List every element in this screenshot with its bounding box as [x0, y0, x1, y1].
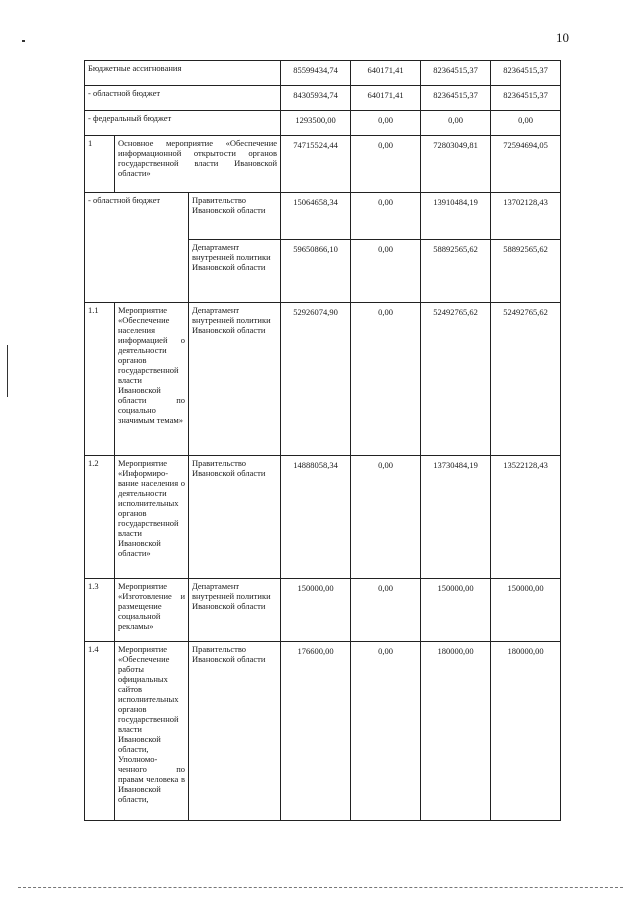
- page-number: 10: [556, 30, 569, 45]
- main-event-title: Основное мероприятие «Обеспечение информационной открытости органов государственной власти Ивановской области»: [115, 136, 281, 193]
- regional-sub-a-v1: 15064658,34: [281, 193, 351, 240]
- table-row-regional: [85, 86, 561, 111]
- scan-artifact-line: [7, 345, 8, 397]
- regional-v3: 82364515,37: [421, 86, 491, 111]
- event-1-2-v2: 0,00: [351, 456, 421, 579]
- event-1-1-executor: Департамент внутренней политики Ивановской области: [189, 303, 281, 456]
- regional-sub-b-v1: 59650866,10: [281, 240, 351, 303]
- regional-sub-b-v3: 58892565,62: [421, 240, 491, 303]
- event-1-1-v4: 52492765,62: [491, 303, 561, 456]
- event-1-3-v4: 150000,00: [491, 579, 561, 642]
- total-v1: 85599434,74: [281, 61, 351, 86]
- event-1-1-v3: 52492765,62: [421, 303, 491, 456]
- regional-sub-a-v3: 13910484,19: [421, 193, 491, 240]
- event-1-3-number: 1.3: [85, 579, 115, 642]
- event-1-2-title: Мероприятие «Информиро-вание населения о деятельности исполнительных органов государственной власти Ивановской области»: [115, 456, 189, 579]
- regional-v1: 84305934,74: [281, 86, 351, 111]
- event-1-3-v1: 150000,00: [281, 579, 351, 642]
- event-1-4-v1: 176600,00: [281, 642, 351, 821]
- event-1-1-v2: 0,00: [351, 303, 421, 456]
- table-row-event-1-2: [85, 456, 561, 579]
- event-1-2-v4: 13522128,43: [491, 456, 561, 579]
- event-1-3-v3: 150000,00: [421, 579, 491, 642]
- table-row-event-1-3: [85, 579, 561, 642]
- regional-sub-b-v2: 0,00: [351, 240, 421, 303]
- main-event-v3: 72803049,81: [421, 136, 491, 193]
- federal-v3: 0,00: [421, 111, 491, 136]
- budget-table: [84, 60, 561, 821]
- regional-sub-a-v4: 13702128,43: [491, 193, 561, 240]
- regional-sub-a-executor: Правительство Ивановской области: [189, 193, 281, 240]
- regional-sub-label: - областной бюджет: [85, 193, 189, 303]
- event-1-1-number: 1.1: [85, 303, 115, 456]
- event-1-4-number: 1.4: [85, 642, 115, 821]
- main-event-number: 1: [85, 136, 115, 193]
- event-1-4-title: Мероприятие «Обеспечение работы официальных сайтов исполнительных органов государственной власти Ивановской области, Уполномо-ченного по правам человека в Ивановской области,: [115, 642, 189, 821]
- total-label: Бюджетные ассигнования: [85, 61, 281, 86]
- total-v4: 82364515,37: [491, 61, 561, 86]
- event-1-4-v4: 180000,00: [491, 642, 561, 821]
- federal-label: - федеральный бюджет: [85, 111, 281, 136]
- table-row-event-1-1: [85, 303, 561, 456]
- table-row-main-event: [85, 136, 561, 193]
- main-event-v1: 74715524,44: [281, 136, 351, 193]
- federal-v2: 0,00: [351, 111, 421, 136]
- federal-v1: 1293500,00: [281, 111, 351, 136]
- event-1-2-number: 1.2: [85, 456, 115, 579]
- table-row-total: [85, 61, 561, 86]
- main-event-v2: 0,00: [351, 136, 421, 193]
- main-event-v4: 72594694,05: [491, 136, 561, 193]
- regional-v2: 640171,41: [351, 86, 421, 111]
- event-1-4-v2: 0,00: [351, 642, 421, 821]
- table-row-federal: [85, 111, 561, 136]
- scan-artifact-bottom: [18, 887, 623, 888]
- federal-v4: 0,00: [491, 111, 561, 136]
- table-row-event-1-4: [85, 642, 561, 821]
- event-1-3-executor: Департамент внутренней политики Ивановской области: [189, 579, 281, 642]
- event-1-3-title: Мероприятие «Изготовление и размещение социальной рекламы»: [115, 579, 189, 642]
- regional-sub-b-executor: Департамент внутренней политики Ивановской области: [189, 240, 281, 303]
- total-v3: 82364515,37: [421, 61, 491, 86]
- table-row-regional-sub-a: [85, 193, 561, 240]
- regional-sub-a-v2: 0,00: [351, 193, 421, 240]
- scan-artifact-dot: [22, 40, 25, 42]
- total-v2: 640171,41: [351, 61, 421, 86]
- event-1-1-title: Мероприятие «Обеспечение населения информацией о деятельности органов государственной власти Ивановской области по социально значимым темам»: [115, 303, 189, 456]
- event-1-4-executor: Правительство Ивановской области: [189, 642, 281, 821]
- event-1-1-v1: 52926074,90: [281, 303, 351, 456]
- event-1-3-v2: 0,00: [351, 579, 421, 642]
- event-1-4-v3: 180000,00: [421, 642, 491, 821]
- regional-label: - областной бюджет: [85, 86, 281, 111]
- regional-v4: 82364515,37: [491, 86, 561, 111]
- event-1-2-v3: 13730484,19: [421, 456, 491, 579]
- event-1-2-executor: Правительство Ивановской области: [189, 456, 281, 579]
- event-1-2-v1: 14888058,34: [281, 456, 351, 579]
- regional-sub-b-v4: 58892565,62: [491, 240, 561, 303]
